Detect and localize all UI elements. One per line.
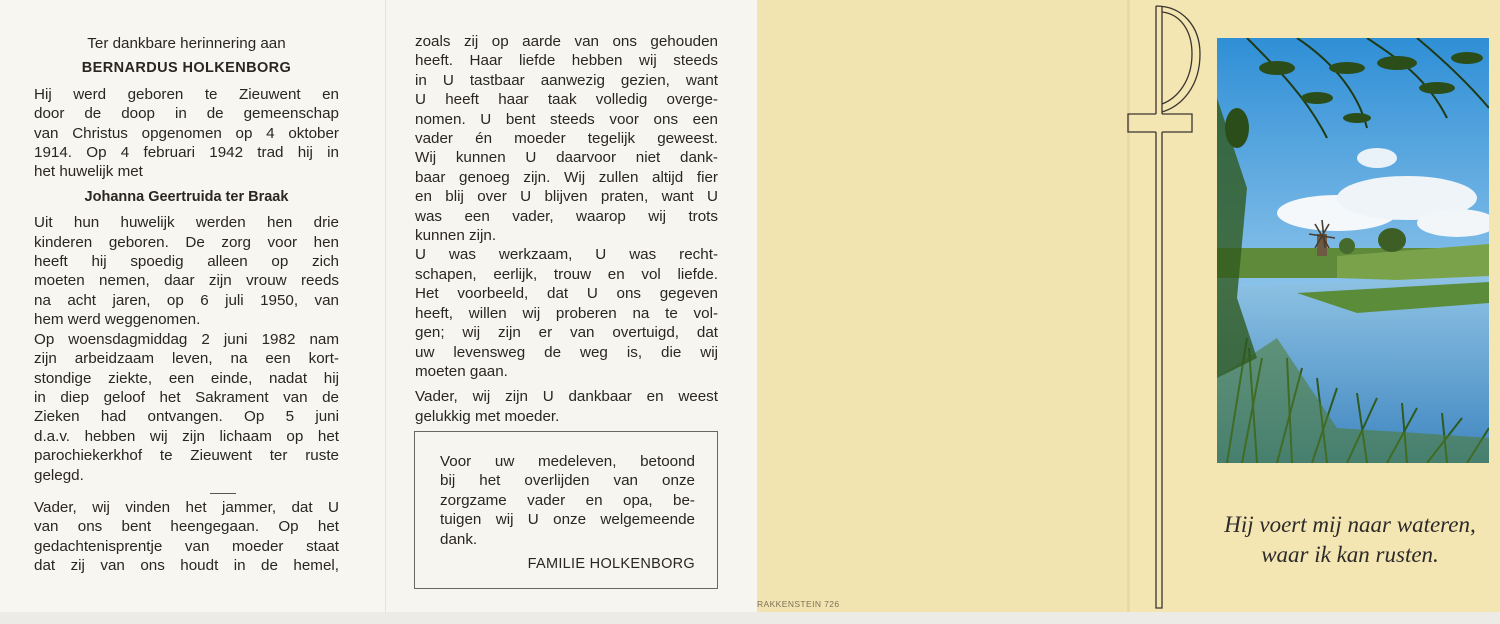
text-line: kinderen geboren. De zorg voor hen — [34, 233, 339, 251]
text-line: uw levensweg de weg is, die wij — [415, 343, 718, 361]
paragraph-farewell — [34, 498, 339, 576]
text-line: en blij over U blijven praten, want U — [415, 188, 718, 206]
text-line: U heeft haar taak volledig overge- — [415, 91, 718, 109]
windmill-landscape-photo — [1217, 38, 1489, 463]
scan-margin — [0, 612, 1500, 624]
text-line: Wij kunnen U daarvoor niet dank- — [415, 149, 718, 167]
deceased-name: BERNARDUS HOLKENBORG — [81, 60, 292, 77]
text-line: heeft, willen wij proberen na te vol- — [415, 304, 718, 322]
text-line: heeft. Haar liefde hebben wij steeds — [415, 52, 718, 70]
text-line: zijn arbeidzaam leven, na een kort- — [34, 350, 339, 368]
family-signature: FAMILIE HOLKENBORG — [527, 556, 695, 572]
paragraph-death — [34, 330, 339, 485]
text-line: Vader, wij vinden het jammer, dat U — [34, 498, 339, 516]
text-line: in diep geloof het Sakrament van de — [34, 388, 339, 406]
paragraph-birth — [34, 85, 339, 182]
cover-inner-fold — [757, 0, 1127, 612]
text-line: het huwelijk met — [34, 163, 143, 181]
text-line: zorgzame vader en opa, be- — [440, 491, 695, 509]
text-line: Voor uw medeleven, betoond — [440, 453, 695, 470]
text-line: Zieken had ontvangen. Op 5 juni — [34, 408, 339, 426]
text-line: dat zij van ons houdt in de hemel, — [34, 557, 339, 575]
paragraph-character — [415, 245, 718, 381]
text-line: bij het overlijden van onze — [440, 472, 695, 490]
text-line: was een vader, waarop wij trots — [415, 207, 718, 225]
text-line: kunnen zijn. — [415, 227, 497, 245]
spouse-name: Johanna Geertruida ter Braak — [84, 188, 289, 205]
text-line: gen; wij zijn er van overtuigd, dat — [415, 324, 718, 342]
thanks-box — [414, 431, 718, 589]
text-line: van ons bent heengegaan. Op het — [34, 518, 339, 536]
scripture-verse — [1200, 510, 1500, 570]
text-line: baar genoeg zijn. Wij zullen altijd fier — [415, 168, 718, 186]
text-line: moeten nemen, daar zijn vrouw reeds — [34, 272, 339, 290]
divider — [210, 493, 236, 494]
text-line: schapen, eerlijk, trouw en vol liefde. — [415, 265, 718, 283]
left-page-text — [34, 34, 339, 576]
text-line: nomen. U bent steeds voor ons een — [415, 110, 718, 128]
text-line: dank. — [440, 530, 478, 548]
text-line: door de doop in de gemeenschap — [34, 105, 339, 123]
text-line: Het voorbeeld, dat U ons gegeven — [415, 285, 718, 303]
text-line: tuigen wij U onze welgemeende — [440, 511, 695, 529]
text-line: heeft hij spoedig alleen op zich — [34, 253, 339, 271]
text-line: moeten gaan. — [415, 362, 508, 380]
text-line: d.a.v. hebben wij zijn lichaam op het — [34, 427, 339, 445]
heading: Ter dankbare herinnering aan — [87, 35, 286, 52]
verse-line: waar ik kan rusten. — [1261, 542, 1439, 567]
text-line: zoals zij op aarde van ons gehouden — [415, 33, 718, 50]
thanks-text — [440, 452, 695, 549]
text-line: 1914. Op 4 februari 1942 trad hij in — [34, 144, 339, 162]
text-line: Op woensdagmiddag 2 juni 1982 nam — [34, 330, 339, 348]
text-line: stondige ziekte, een einde, nadat hij — [34, 369, 339, 387]
verse-line: Hij voert mij naar wateren, — [1224, 512, 1476, 537]
paragraph-closing — [415, 387, 718, 426]
paragraph-marriage — [34, 213, 339, 329]
text-line: van Christus opgenomen op 4 oktober — [34, 124, 339, 142]
text-line: na acht jaren, op 6 juli 1950, van — [34, 291, 339, 309]
chi-rho-cross-icon — [1120, 2, 1206, 614]
text-line: gelukkig met moeder. — [415, 407, 560, 425]
printer-mark: RAKKENSTEIN 726 — [757, 599, 840, 609]
text-line: Hij werd geboren te Zieuwent en — [34, 85, 339, 103]
text-line: gedachtenisprentje van moeder staat — [34, 537, 339, 555]
paragraph-love — [415, 32, 718, 245]
text-line: Vader, wij zijn U dankbaar en weest — [415, 388, 718, 406]
text-line: U was werkzaam, U was recht- — [415, 246, 718, 264]
middle-page-text — [415, 32, 718, 426]
text-line: Uit hun huwelijk werden hen drie — [34, 214, 339, 232]
text-line: vader én moeder tegelijk geweest. — [415, 130, 718, 148]
text-line: parochiekerkhof te Zieuwent ter ruste — [34, 447, 339, 465]
text-line: gelegd. — [34, 466, 84, 484]
text-line: hem werd weggenomen. — [34, 311, 201, 329]
text-line: in U tastbaar aanwezig gezien, want — [415, 71, 718, 89]
